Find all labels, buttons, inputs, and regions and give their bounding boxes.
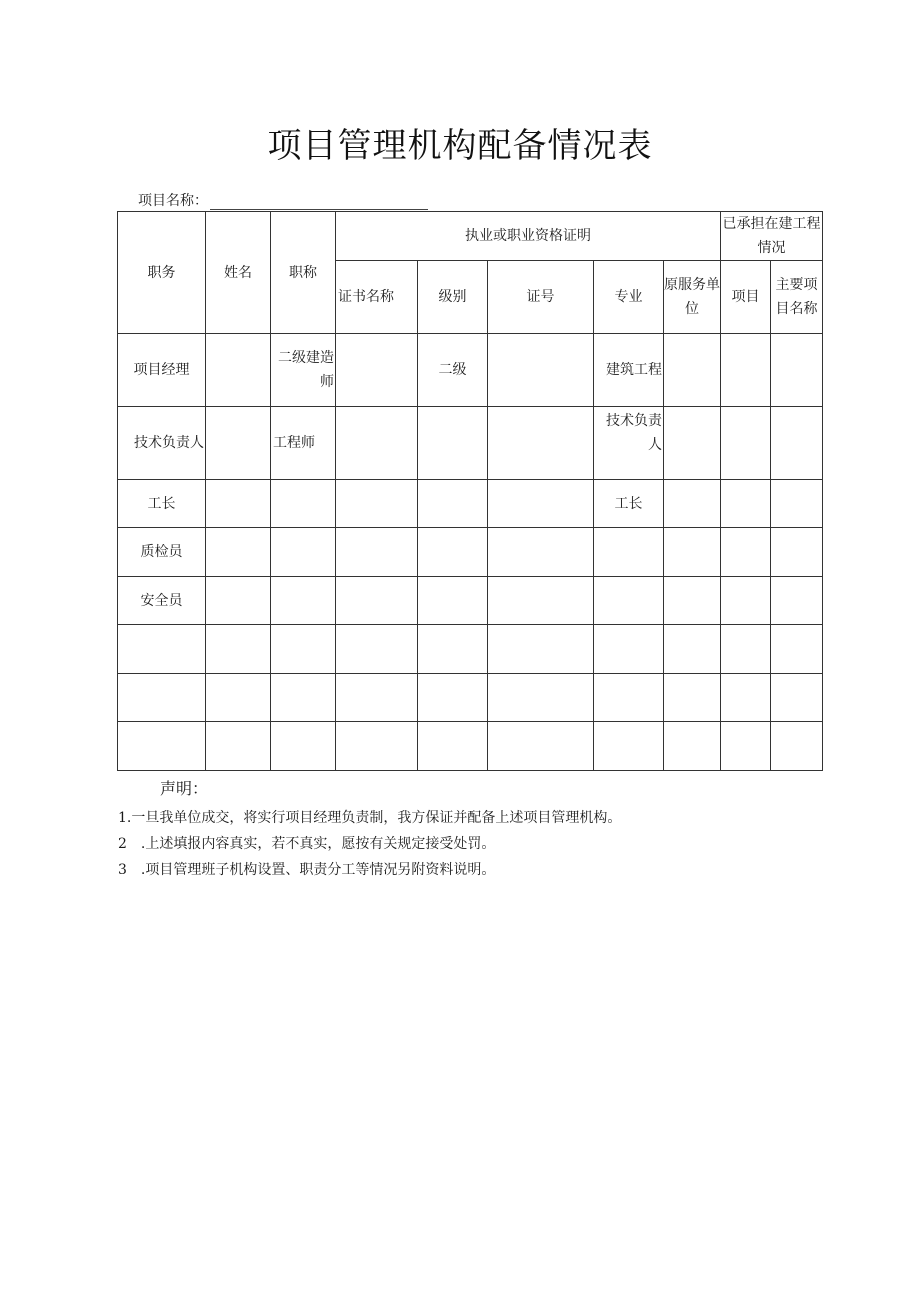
header-project: 项目: [721, 261, 771, 334]
cell-name[interactable]: [206, 334, 271, 407]
header-cert-no: 证号: [488, 261, 594, 334]
cell-cert-name[interactable]: [336, 334, 418, 407]
cell-title[interactable]: [271, 528, 336, 577]
cell-prev-unit[interactable]: [664, 407, 721, 480]
cell-title[interactable]: 二级建造师: [271, 334, 336, 407]
cell-name[interactable]: [206, 625, 271, 674]
cell-project[interactable]: [721, 674, 771, 722]
cell-name[interactable]: [206, 480, 271, 528]
cell-project[interactable]: [721, 722, 771, 771]
header-major: 专业: [594, 261, 664, 334]
cell-cert-no[interactable]: [488, 480, 594, 528]
cell-main-project-name[interactable]: [771, 480, 823, 528]
cell-main-project-name[interactable]: [771, 625, 823, 674]
cell-level[interactable]: [418, 528, 488, 577]
cell-level[interactable]: [418, 480, 488, 528]
cell-prev-unit[interactable]: [664, 722, 721, 771]
cell-level[interactable]: [418, 577, 488, 625]
cell-position[interactable]: [118, 722, 206, 771]
table-row: [118, 407, 823, 480]
table-row: [118, 625, 823, 674]
cell-position[interactable]: 项目经理: [118, 334, 206, 407]
cell-title[interactable]: [271, 625, 336, 674]
cell-project[interactable]: [721, 577, 771, 625]
cell-project[interactable]: [721, 334, 771, 407]
cell-major[interactable]: [594, 625, 664, 674]
cell-level[interactable]: [418, 722, 488, 771]
header-position: 职务: [118, 212, 206, 334]
cell-major[interactable]: [594, 674, 664, 722]
cell-main-project-name[interactable]: [771, 528, 823, 577]
project-name-field[interactable]: [210, 195, 428, 210]
cell-cert-no[interactable]: [488, 334, 594, 407]
cell-title[interactable]: [271, 577, 336, 625]
cell-prev-unit[interactable]: [664, 577, 721, 625]
cell-main-project-name[interactable]: [771, 722, 823, 771]
cell-position[interactable]: 质检员: [118, 528, 206, 577]
header-level: 级别: [418, 261, 488, 334]
cell-title[interactable]: [271, 480, 336, 528]
cell-cert-no[interactable]: [488, 674, 594, 722]
cell-prev-unit[interactable]: [664, 625, 721, 674]
cell-title[interactable]: 工程师: [271, 407, 336, 480]
cell-cert-name[interactable]: [336, 480, 418, 528]
cell-cert-no[interactable]: [488, 407, 594, 480]
cell-project[interactable]: [721, 480, 771, 528]
cell-cert-no[interactable]: [488, 722, 594, 771]
cell-title[interactable]: [271, 674, 336, 722]
cell-project[interactable]: [721, 407, 771, 480]
cell-position[interactable]: 技术负责人: [118, 407, 206, 480]
header-prev-unit: 原服务单位: [664, 261, 721, 334]
cell-major[interactable]: [594, 722, 664, 771]
declaration-heading: 声明：: [160, 779, 209, 798]
cell-major[interactable]: 工长: [594, 480, 664, 528]
header-in-progress-group: 已承担在建工程情况: [721, 212, 823, 261]
header-main-project-name: 主要项目名称: [771, 261, 823, 334]
cell-name[interactable]: [206, 722, 271, 771]
table-row: [118, 577, 823, 625]
cell-cert-no[interactable]: [488, 577, 594, 625]
header-qualification-group: 执业或职业资格证明: [336, 212, 721, 261]
header-title: 职称: [271, 212, 336, 334]
cell-prev-unit[interactable]: [664, 528, 721, 577]
cell-cert-name[interactable]: [336, 407, 418, 480]
cell-level[interactable]: [418, 625, 488, 674]
cell-main-project-name[interactable]: [771, 674, 823, 722]
cell-position[interactable]: 工长: [118, 480, 206, 528]
cell-cert-name[interactable]: [336, 625, 418, 674]
cell-major[interactable]: [594, 577, 664, 625]
cell-main-project-name[interactable]: [771, 334, 823, 407]
cell-level[interactable]: [418, 407, 488, 480]
cell-cert-name[interactable]: [336, 722, 418, 771]
header-cert-name: 证书名称: [336, 261, 418, 334]
cell-prev-unit[interactable]: [664, 674, 721, 722]
declaration-item: 1.一旦我单位成交，将实行项目经理负责制，我方保证并配备上述项目管理机构。: [118, 810, 622, 826]
cell-position[interactable]: [118, 625, 206, 674]
cell-cert-name[interactable]: [336, 577, 418, 625]
cell-title[interactable]: [271, 722, 336, 771]
project-name-line: [138, 190, 428, 210]
cell-name[interactable]: [206, 528, 271, 577]
cell-position[interactable]: 安全员: [118, 577, 206, 625]
cell-name[interactable]: [206, 674, 271, 722]
cell-main-project-name[interactable]: [771, 407, 823, 480]
table-row: [118, 528, 823, 577]
cell-project[interactable]: [721, 528, 771, 577]
cell-prev-unit[interactable]: [664, 480, 721, 528]
cell-name[interactable]: [206, 407, 271, 480]
cell-name[interactable]: [206, 577, 271, 625]
project-name-label: 项目名称：: [138, 193, 208, 209]
cell-major[interactable]: [594, 528, 664, 577]
cell-major[interactable]: 建筑工程: [594, 334, 664, 407]
cell-cert-no[interactable]: [488, 528, 594, 577]
header-name: 姓名: [206, 212, 271, 334]
declaration-item: 3 .项目管理班子机构设置、职责分工等情况另附资料说明。: [118, 862, 496, 878]
table-row: [118, 722, 823, 771]
declaration-item: 2 .上述填报内容真实，若不真实，愿按有关规定接受处罚。: [118, 836, 496, 852]
cell-major[interactable]: 技术负责人: [594, 407, 664, 480]
table-row: [118, 480, 823, 528]
cell-prev-unit[interactable]: [664, 334, 721, 407]
page-title: 项目管理机构配备情况表: [267, 126, 653, 166]
table-row: [118, 674, 823, 722]
cell-project[interactable]: [721, 625, 771, 674]
cell-position[interactable]: [118, 674, 206, 722]
header-row-1: [118, 212, 823, 261]
declaration-section: [118, 776, 621, 883]
cell-cert-name[interactable]: [336, 674, 418, 722]
staffing-table: [117, 211, 823, 771]
cell-level[interactable]: [418, 674, 488, 722]
table-row: [118, 334, 823, 407]
cell-cert-name[interactable]: [336, 528, 418, 577]
cell-main-project-name[interactable]: [771, 577, 823, 625]
cell-level[interactable]: 二级: [418, 334, 488, 407]
cell-cert-no[interactable]: [488, 625, 594, 674]
